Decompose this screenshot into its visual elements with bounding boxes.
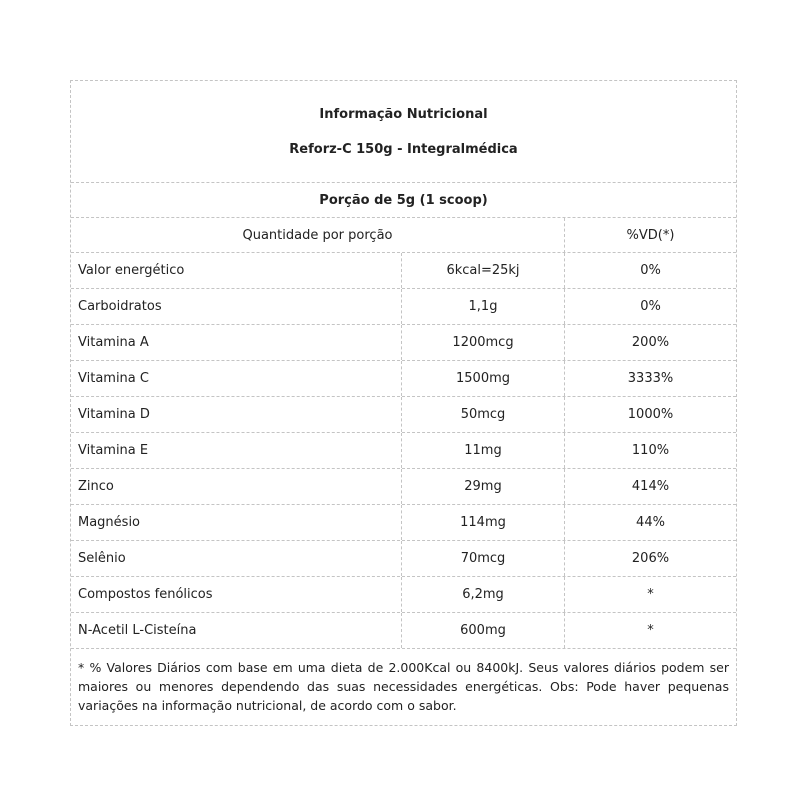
table-row bbox=[71, 325, 736, 361]
nutrient-name: Magnésio bbox=[78, 515, 141, 530]
nutrient-daily-value: 206% bbox=[564, 541, 736, 576]
nutrient-daily-value: 414% bbox=[564, 469, 736, 504]
nutrient-quantity: 11mg bbox=[401, 433, 564, 468]
nutrient-daily-value: 110% bbox=[564, 433, 736, 468]
nutrient-daily-value: 0% bbox=[564, 289, 736, 324]
column-header-daily-value: %VD(*) bbox=[564, 218, 736, 253]
nutrient-quantity: 70mcg bbox=[401, 541, 564, 576]
table-header bbox=[71, 81, 736, 183]
table-row bbox=[71, 613, 736, 649]
table-row bbox=[71, 433, 736, 469]
footnote: * % Valores Diários com base em uma dieta de 2.000Kcal ou 8400kJ. Seus valores diários podem ser maiores ou menores dependendo das suas necessidades energéticas. Obs: Pode haver pequenas variações na informação nutricional, de acordo com o sabor. bbox=[78, 660, 729, 713]
nutrient-name: Selênio bbox=[78, 551, 126, 566]
table-row bbox=[71, 505, 736, 541]
nutrient-quantity: 6,2mg bbox=[401, 577, 564, 612]
table-row bbox=[71, 469, 736, 505]
product-name: Reforz-C 150g - Integralmédica bbox=[289, 141, 518, 157]
nutrient-name: N-Acetil L-Cisteína bbox=[78, 623, 197, 638]
nutrient-daily-value: 44% bbox=[564, 505, 736, 540]
nutrient-name: Vitamina A bbox=[78, 335, 149, 350]
nutrient-quantity: 1200mcg bbox=[401, 325, 564, 360]
column-header-quantity: Quantidade por porção bbox=[242, 228, 393, 243]
nutrient-quantity: 50mcg bbox=[401, 397, 564, 432]
nutrient-name: Vitamina D bbox=[78, 407, 150, 422]
nutrient-daily-value: * bbox=[564, 613, 736, 648]
table-row bbox=[71, 289, 736, 325]
nutrient-name: Valor energético bbox=[78, 263, 185, 278]
nutrient-quantity: 600mg bbox=[401, 613, 564, 648]
portion-size: Porção de 5g (1 scoop) bbox=[71, 183, 736, 218]
table-row bbox=[71, 541, 736, 577]
column-header-row bbox=[71, 218, 736, 253]
table-row bbox=[71, 361, 736, 397]
nutrient-daily-value: 3333% bbox=[564, 361, 736, 396]
nutrient-quantity: 114mg bbox=[401, 505, 564, 540]
nutrient-quantity: 1500mg bbox=[401, 361, 564, 396]
nutrient-name: Zinco bbox=[78, 479, 114, 494]
nutrient-name: Compostos fenólicos bbox=[78, 587, 213, 602]
table-row bbox=[71, 577, 736, 613]
table-row bbox=[71, 253, 736, 289]
nutrient-name: Vitamina E bbox=[78, 443, 149, 458]
table-row bbox=[71, 397, 736, 433]
nutrient-daily-value: * bbox=[564, 577, 736, 612]
table-title: Informação Nutricional bbox=[319, 106, 488, 122]
nutrient-name: Carboidratos bbox=[78, 299, 162, 314]
nutrient-quantity: 29mg bbox=[401, 469, 564, 504]
nutrition-facts-table bbox=[70, 80, 737, 726]
nutrient-quantity: 1,1g bbox=[401, 289, 564, 324]
nutrient-name: Vitamina C bbox=[78, 371, 149, 386]
nutrient-quantity: 6kcal=25kj bbox=[401, 253, 564, 288]
nutrient-daily-value: 0% bbox=[564, 253, 736, 288]
nutrient-daily-value: 200% bbox=[564, 325, 736, 360]
nutrient-daily-value: 1000% bbox=[564, 397, 736, 432]
